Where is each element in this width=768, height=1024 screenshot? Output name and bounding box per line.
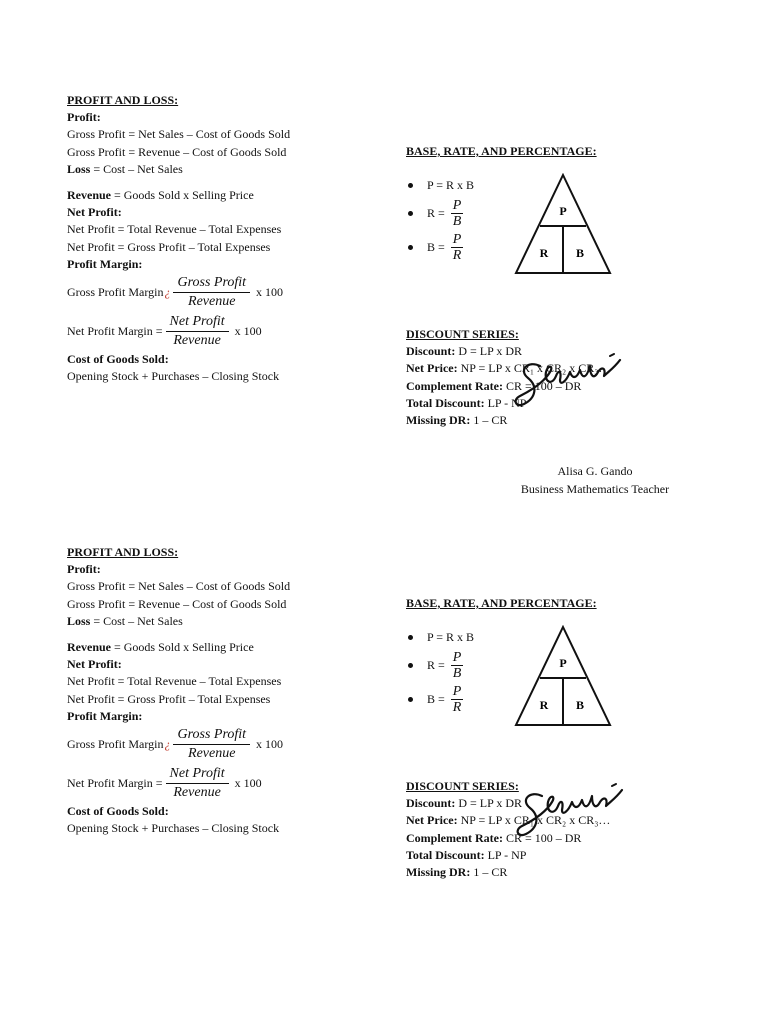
net-profit-label: Net Profit: bbox=[67, 657, 122, 672]
gpm-numerator: Gross Profit bbox=[173, 275, 250, 293]
missing-dr-expression: 1 – CR bbox=[470, 864, 508, 879]
gpm-equals-glyph: ¿ bbox=[164, 736, 171, 751]
net-profit-margin-formula bbox=[67, 764, 387, 803]
net-profit-formula-2: Net Profit = Gross Profit – Total Expenses bbox=[67, 691, 271, 706]
discount-label: Discount: bbox=[406, 344, 456, 359]
brp-triangle-diagram bbox=[514, 173, 612, 275]
discount-expression: D = LP x DR bbox=[455, 344, 523, 359]
discount-title: DISCOUNT SERIES: bbox=[406, 779, 519, 793]
cogs-formula: Opening Stock + Purchases – Closing Stock bbox=[67, 821, 280, 836]
npm-multiplier: x 100 bbox=[234, 323, 262, 338]
profit-label: Profit: bbox=[67, 562, 101, 577]
b-numerator: P bbox=[452, 683, 462, 699]
gross-profit-formula-2: Gross Profit = Revenue – Cost of Goods Sold bbox=[67, 144, 287, 159]
loss-expression: = Cost – Net Sales bbox=[90, 613, 183, 628]
gpm-numerator: Gross Profit bbox=[173, 727, 250, 745]
loss-expression: = Cost – Net Sales bbox=[90, 161, 183, 176]
complement-label: Complement Rate: bbox=[406, 830, 503, 845]
complement-label: Complement Rate: bbox=[406, 378, 503, 393]
r-denominator: B bbox=[452, 213, 462, 229]
r-prefix: R = bbox=[427, 205, 445, 220]
brp-title: BASE, RATE, AND PERCENTAGE: bbox=[406, 596, 597, 610]
p-formula: P = R x B bbox=[427, 629, 475, 644]
r-numerator: P bbox=[452, 197, 462, 213]
profit-margin-label: Profit Margin: bbox=[67, 708, 143, 723]
gross-profit-formula-2: Gross Profit = Revenue – Cost of Goods Sold bbox=[67, 596, 287, 611]
loss-formula bbox=[67, 613, 387, 630]
npm-fraction bbox=[166, 314, 229, 348]
net-profit-margin-formula bbox=[67, 312, 387, 351]
profit-margin-label: Profit Margin: bbox=[67, 256, 143, 271]
revenue-label: Revenue bbox=[67, 187, 111, 202]
brp-section bbox=[406, 595, 746, 716]
b-prefix: B = bbox=[427, 691, 445, 706]
npm-label: Net Profit Margin = bbox=[67, 323, 163, 338]
brp-section bbox=[406, 143, 746, 264]
bullet-icon bbox=[408, 663, 413, 668]
missing-dr-label: Missing DR: bbox=[406, 412, 471, 427]
gpm-fraction bbox=[173, 275, 250, 309]
profit-loss-title: PROFIT AND LOSS: bbox=[67, 93, 179, 107]
gpm-fraction bbox=[173, 727, 250, 761]
net-price-expression: NP = LP x CR₁ x CR₂ x CR₃… bbox=[457, 361, 611, 376]
triangle-label-r: R bbox=[539, 698, 549, 712]
gross-profit-formula-1: Gross Profit = Net Sales – Cost of Goods Sold bbox=[67, 127, 291, 142]
missing-dr-formula bbox=[406, 412, 746, 429]
npm-numerator: Net Profit bbox=[166, 314, 229, 332]
profit-loss-section bbox=[67, 92, 387, 385]
gpm-denominator: Revenue bbox=[188, 746, 236, 762]
npm-multiplier: x 100 bbox=[234, 775, 262, 790]
loss-formula bbox=[67, 161, 387, 178]
gross-profit-margin-formula bbox=[67, 725, 387, 764]
b-numerator: P bbox=[452, 231, 462, 247]
gpm-multiplier: x 100 bbox=[256, 736, 284, 751]
b-fraction bbox=[451, 232, 464, 263]
npm-fraction bbox=[166, 766, 229, 800]
r-denominator: B bbox=[452, 665, 462, 681]
bullet-icon bbox=[408, 697, 413, 702]
gpm-label: Gross Profit Margin bbox=[67, 736, 164, 751]
complement-expression: CR = 100 – DR bbox=[502, 830, 582, 845]
revenue-expression: = Goods Sold x Selling Price bbox=[111, 187, 254, 202]
discount-label: Discount: bbox=[406, 796, 456, 811]
net-profit-formula-1: Net Profit = Total Revenue – Total Expenses bbox=[67, 222, 282, 237]
net-price-label: Net Price: bbox=[406, 813, 458, 828]
discount-expression: D = LP x DR bbox=[455, 796, 523, 811]
profit-loss-section bbox=[67, 544, 387, 837]
triangle-label-p: P bbox=[559, 204, 567, 218]
loss-label: Loss bbox=[67, 613, 91, 628]
revenue-formula bbox=[67, 187, 387, 204]
signature-mark bbox=[510, 352, 625, 412]
gpm-equals-glyph: ¿ bbox=[164, 284, 171, 299]
r-numerator: P bbox=[452, 649, 462, 665]
b-denominator: R bbox=[452, 699, 462, 715]
total-discount-expression: LP - NP bbox=[484, 395, 527, 410]
total-discount-label: Total Discount: bbox=[406, 395, 485, 410]
net-profit-formula-1: Net Profit = Total Revenue – Total Expenses bbox=[67, 674, 282, 689]
bullet-icon bbox=[408, 635, 413, 640]
loss-label: Loss bbox=[67, 161, 91, 176]
p-formula: P = R x B bbox=[427, 177, 475, 192]
triangle-label-r: R bbox=[539, 246, 549, 260]
r-prefix: R = bbox=[427, 657, 445, 672]
net-profit-formula-2: Net Profit = Gross Profit – Total Expenses bbox=[67, 239, 271, 254]
b-fraction bbox=[451, 684, 464, 715]
npm-numerator: Net Profit bbox=[166, 766, 229, 784]
profit-label: Profit: bbox=[67, 110, 101, 125]
net-price-label: Net Price: bbox=[406, 361, 458, 376]
bullet-icon bbox=[408, 211, 413, 216]
discount-title: DISCOUNT SERIES: bbox=[406, 327, 519, 341]
r-fraction bbox=[451, 650, 464, 681]
b-denominator: R bbox=[452, 247, 462, 263]
npm-denominator: Revenue bbox=[173, 333, 221, 349]
b-prefix: B = bbox=[427, 239, 445, 254]
npm-denominator: Revenue bbox=[173, 785, 221, 801]
triangle-label-b: B bbox=[575, 698, 585, 712]
net-profit-label: Net Profit: bbox=[67, 205, 122, 220]
signature-mark bbox=[512, 782, 627, 842]
cogs-label: Cost of Goods Sold: bbox=[67, 351, 169, 366]
missing-dr-formula bbox=[406, 864, 746, 881]
gpm-denominator: Revenue bbox=[188, 294, 236, 310]
gross-profit-formula-1: Gross Profit = Net Sales – Cost of Goods Sold bbox=[67, 579, 291, 594]
revenue-formula bbox=[67, 639, 387, 656]
missing-dr-label: Missing DR: bbox=[406, 864, 471, 879]
bullet-icon bbox=[408, 245, 413, 250]
npm-label: Net Profit Margin = bbox=[67, 775, 163, 790]
brp-triangle-diagram bbox=[514, 625, 612, 727]
triangle-label-b: B bbox=[575, 246, 585, 260]
profit-loss-title: PROFIT AND LOSS: bbox=[67, 545, 179, 559]
total-discount-formula bbox=[406, 847, 746, 864]
net-price-expression: NP = LP x CR₁ x CR₂ x CR₃… bbox=[457, 813, 611, 828]
revenue-expression: = Goods Sold x Selling Price bbox=[111, 639, 254, 654]
bullet-icon bbox=[408, 183, 413, 188]
total-discount-label: Total Discount: bbox=[406, 847, 485, 862]
gpm-multiplier: x 100 bbox=[256, 284, 284, 299]
complement-expression: CR = 100 – DR bbox=[502, 378, 582, 393]
r-fraction bbox=[451, 198, 464, 229]
total-discount-expression: LP - NP bbox=[484, 847, 527, 862]
handout-top bbox=[0, 0, 768, 496]
brp-title: BASE, RATE, AND PERCENTAGE: bbox=[406, 144, 597, 158]
missing-dr-expression: 1 – CR bbox=[470, 412, 508, 427]
gross-profit-margin-formula bbox=[67, 273, 387, 312]
revenue-label: Revenue bbox=[67, 639, 111, 654]
handout-bottom bbox=[0, 452, 768, 912]
gpm-label: Gross Profit Margin bbox=[67, 284, 164, 299]
cogs-label: Cost of Goods Sold: bbox=[67, 803, 169, 818]
triangle-label-p: P bbox=[559, 656, 567, 670]
signatory-name: Alisa G. Gando bbox=[557, 464, 633, 478]
signatory-role: Business Mathematics Teacher bbox=[520, 481, 670, 496]
cogs-formula: Opening Stock + Purchases – Closing Stock bbox=[67, 369, 280, 384]
